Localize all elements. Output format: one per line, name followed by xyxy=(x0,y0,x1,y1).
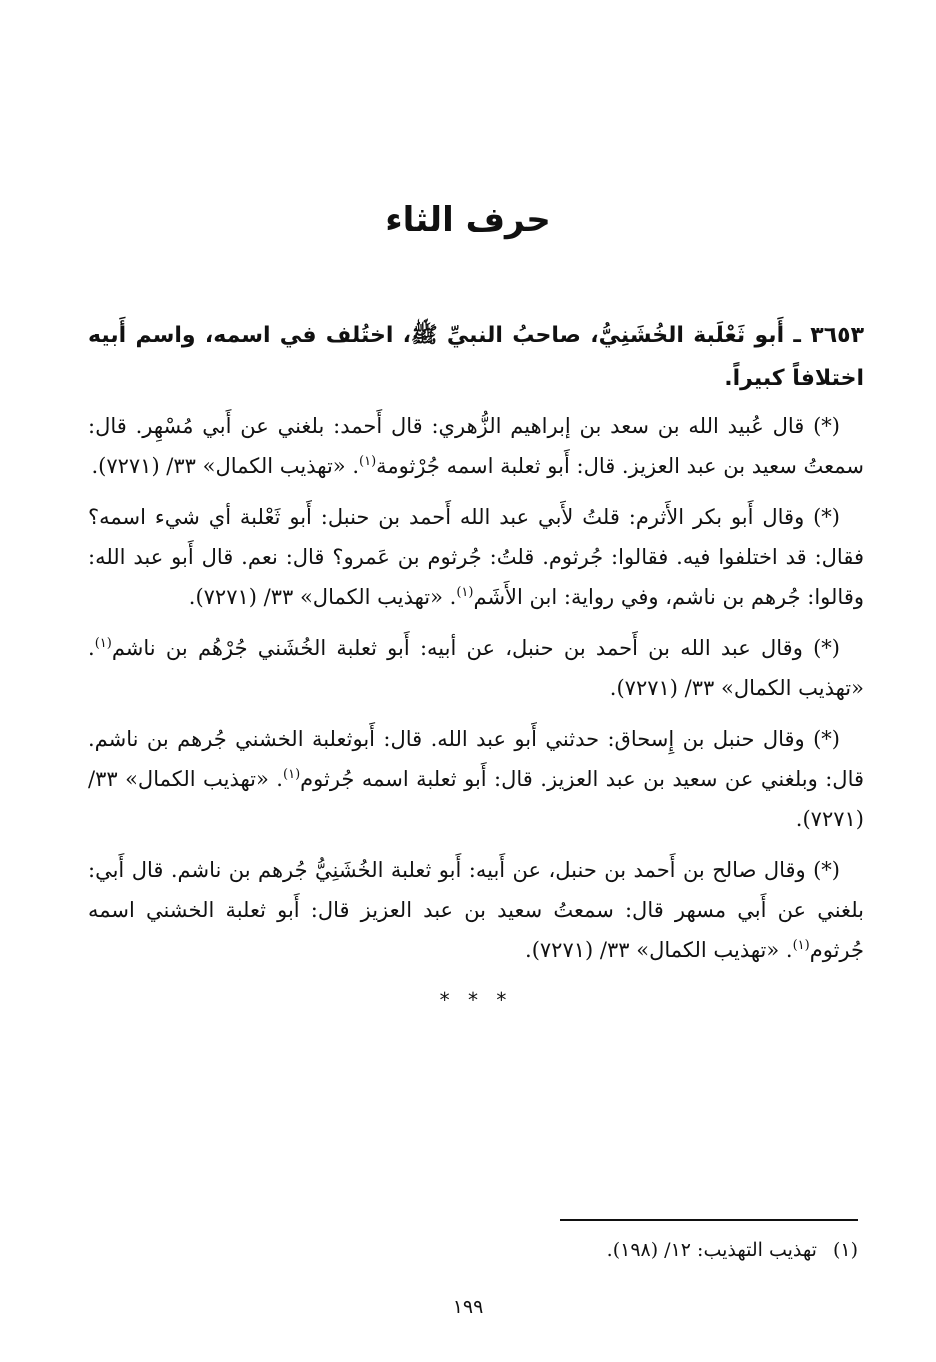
footnote-ref[interactable]: (١) xyxy=(792,938,810,953)
quote-text: (*) وقال صالح بن أَحمد بن حنبل، عن أَبيه: أَبو ثعلبة الخُشَنِيُّ جُرهم بن ناشم. قال أَبي: بلغني عن أَبي مسهر قال: سمعتُ سعيد بن عبد العزيز قال: أَبو ثعلبة الخشني اسمه جُرثوم xyxy=(88,858,864,962)
page-number: ١٩٩ xyxy=(452,1296,484,1318)
quote-source: . «تهذيب الكمال» ٣٣/ (٧٢٧١). xyxy=(525,938,793,962)
entry-heading: ٣٦٥٣ ـ أَبو ثَعْلَبة الخُشَنِيُّ، صاحبُ النبيِّ ﷺ، اختُلف في اسمه، واسم أَبيه اختلافاً كبيراً. xyxy=(88,323,864,391)
footnote-divider xyxy=(560,1219,858,1221)
quote-paragraph xyxy=(88,850,864,970)
footnote-number: (١) xyxy=(832,1239,858,1261)
section-separator: * * * xyxy=(439,988,513,1012)
footnote-text: تهذيب التهذيب: ١٢/ (١٩٨). xyxy=(606,1239,817,1261)
quote-paragraph xyxy=(88,719,864,839)
quote-text: (*) قال عُبيد الله بن سعد بن إبراهيم الزُّهري: قال أَحمد: بلغني عن أَبي مُسْهِر. قال: سمعتُ سعيد بن عبد العزيز. قال: أَبو ثعلبة اسمه جُرْثومة xyxy=(88,414,864,478)
main-content xyxy=(88,314,864,1012)
footnote-ref[interactable]: (١) xyxy=(359,454,377,469)
quote-text: (*) وقال أَبو بكر الأَثرم: قلتُ لأَبي عبد الله أَحمد بن حنبل: أَبو ثَعْلبة أي شيء اسمه؟ فقال: قد اختلفوا فيه. فقالوا: جُرثوم. قلتُ: جُرثوم بن عَمرو؟ قال: نعم. قال أَبو عبد الله: وقالوا: جُرهم بن ناشم، وفي رواية: ابن الأَشَم xyxy=(88,505,864,609)
quote-source: . «تهذيب الكمال» ٣٣/ (٧٢٧١). xyxy=(88,636,864,700)
quote-text: (*) وقال حنبل بن إِسحاق: حدثني أَبو عبد الله. قال: أَبوثعلبة الخشني جُرهم بن ناشم. قال: وبلغني عن سعيد بن عبد العزيز. قال: أَبو ثعلبة اسمه جُرثوم xyxy=(88,727,865,791)
chapter-title: حرف الثاء xyxy=(385,200,551,240)
footnote-ref[interactable]: (١) xyxy=(94,636,112,651)
quote-paragraph xyxy=(88,497,864,617)
quote-source: . «تهذيب الكمال» ٣٣/ (٧٢٧١). xyxy=(91,454,359,478)
footnote xyxy=(158,1234,858,1266)
footnote-ref[interactable]: (١) xyxy=(283,767,301,782)
quote-source: . «تهذيب الكمال» ٣٣/ (٧٢٧١). xyxy=(88,767,864,831)
quote-paragraph xyxy=(88,406,864,486)
quote-source: . «تهذيب الكمال» ٣٣/ (٧٢٧١). xyxy=(188,585,457,609)
quote-text: (*) وقال عبد الله بن أَحمد بن حنبل، عن أبيه: أَبو ثعلبة الخُشَني جُرْهُم بن ناشم xyxy=(111,636,840,660)
quote-paragraph xyxy=(88,628,864,708)
footnote-ref[interactable]: (١) xyxy=(456,585,474,600)
